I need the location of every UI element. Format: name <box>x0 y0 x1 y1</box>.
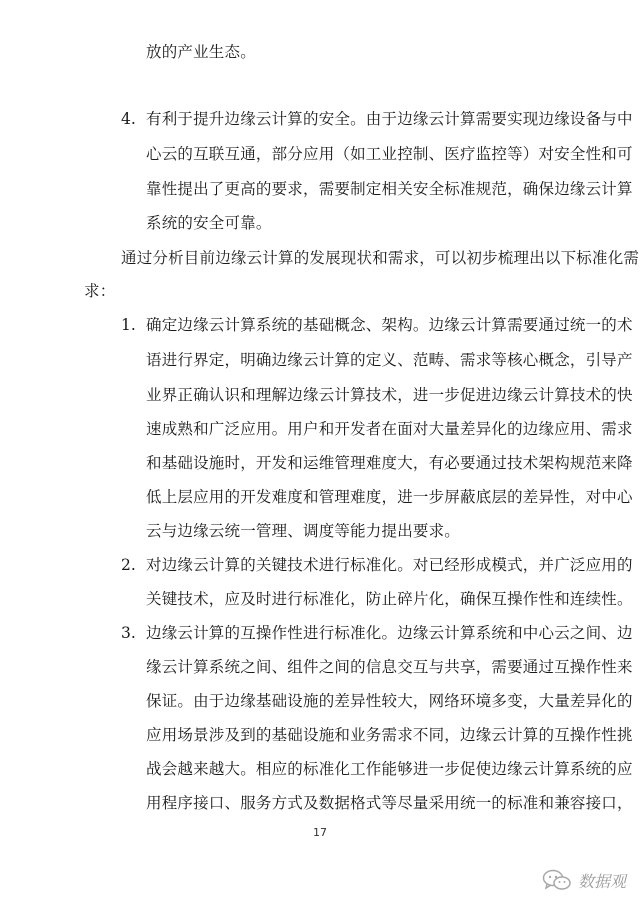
text-line: 心云的互联互通，部分应用（如工业控制、医疗监控等）对安全性和可 <box>146 145 633 163</box>
text-line: 对边缘云计算的关键技术进行标准化。对已经形成模式，并广泛应用的 <box>146 556 633 574</box>
list-number: 3. <box>121 624 136 642</box>
text-line: 和基础设施时，开发和运维管理难度大，有必要通过技术架构规范来降 <box>146 454 633 472</box>
list-number: 1. <box>121 316 136 334</box>
watermark <box>542 868 626 892</box>
text-line: 应用场景涉及到的基础设施和业务需求不同，边缘云计算的互操作性挑 <box>146 726 633 744</box>
page-number: 17 <box>313 826 327 839</box>
text-line: 速成熟和广泛应用。用户和开发者在面对大量差异化的边缘应用、需求 <box>146 420 633 438</box>
text-line: 系统的安全可靠。 <box>146 214 272 232</box>
paragraph-line: 求： <box>84 282 116 300</box>
wechat-icon <box>542 869 572 891</box>
text-line: 边缘云计算的互操作性进行标准化。边缘云计算系统和中心云之间、边 <box>146 624 633 642</box>
text-line: 缘云计算系统之间、组件之间的信息交互与共享，需要通过互操作性来 <box>146 658 633 676</box>
text-line: 有利于提升边缘云计算的安全。由于边缘云计算需要实现边缘设备与中 <box>146 110 633 128</box>
text-line: 关键技术，应及时进行标准化，防止碎片化，确保互操作性和连续性。 <box>146 590 633 608</box>
text-line: 靠性提出了更高的要求，需要制定相关安全标准规范，确保边缘云计算 <box>146 180 633 198</box>
list-number: 4. <box>121 110 136 128</box>
text-line: 战会越来越大。相应的标准化工作能够进一步促使边缘云计算系统的应 <box>146 760 633 778</box>
text-line: 放的产业生态。 <box>146 43 256 61</box>
text-line: 保证。由于边缘基础设施的差异性较大，网络环境多变，大量差异化的 <box>146 692 633 710</box>
text-line: 低上层应用的开发难度和管理难度，进一步屏蔽底层的差异性，对中心 <box>146 488 633 506</box>
text-line: 语进行界定，明确边缘云计算的定义、范畴、需求等核心概念，引导产 <box>146 351 633 369</box>
text-line: 确定边缘云计算系统的基础概念、架构。边缘云计算需要通过统一的术 <box>146 316 633 334</box>
text-line: 云与边缘云统一管理、调度等能力提出要求。 <box>146 522 461 540</box>
paragraph-line: 通过分析目前边缘云计算的发展现状和需求，可以初步梳理出以下标准化需 <box>121 249 640 267</box>
text-line: 业界正确认识和理解边缘云计算技术，进一步促进边缘云计算技术的快 <box>146 386 633 404</box>
text-line: 用程序接口、服务方式及数据格式等尽量采用统一的标准和兼容接口， <box>146 794 633 812</box>
watermark-text: 数据观 <box>577 871 626 891</box>
list-number: 2. <box>121 556 136 574</box>
